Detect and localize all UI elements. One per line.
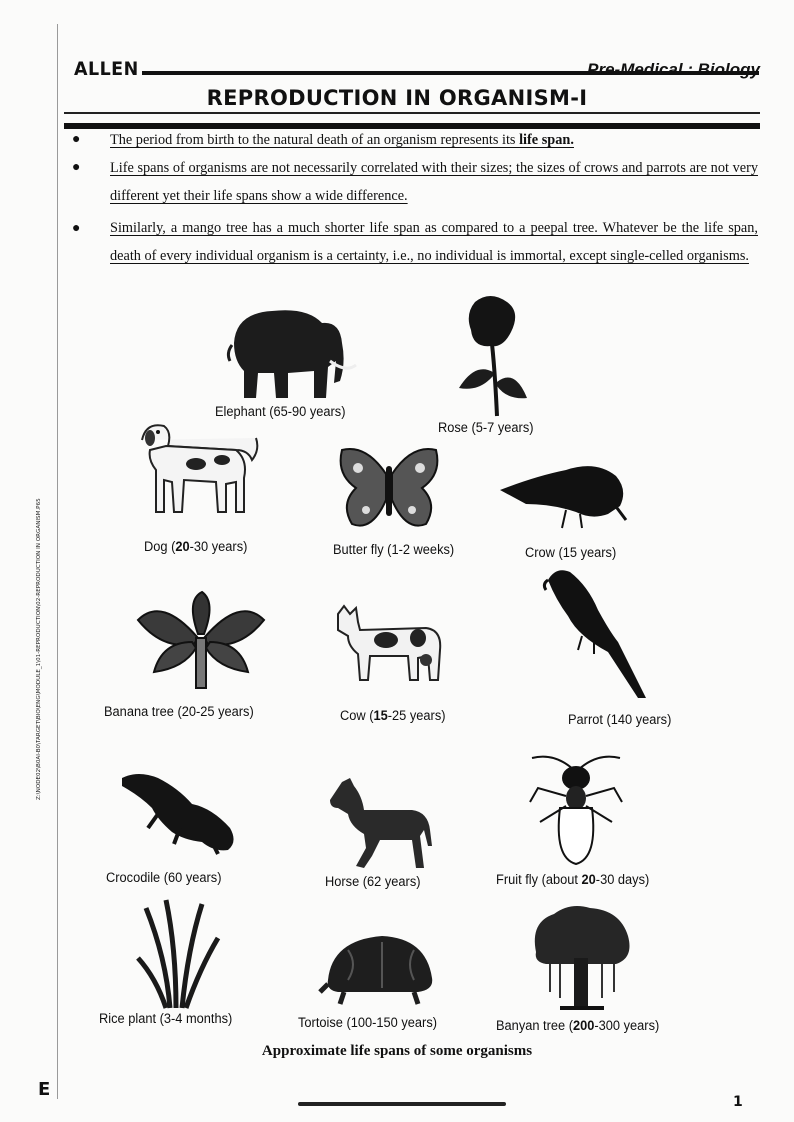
page-number: 1 [733, 1094, 743, 1110]
footer-bar [298, 1102, 506, 1106]
tortoise-label: Tortoise (100-150 years) [298, 1015, 438, 1030]
bullet-icon: ● [72, 132, 81, 147]
page-title: REPRODUCTION IN ORGANISM-I [206, 86, 588, 110]
rose-image [445, 292, 535, 418]
elephant-label: Elephant (65-90 years) [215, 404, 346, 419]
banyan-tree-label: Banyan tree (200-300 years) [496, 1018, 660, 1033]
bullet-icon: ● [72, 160, 81, 175]
fruit-fly-label: Fruit fly (about 20-30 days) [496, 872, 650, 887]
dog-label: Dog (20-30 years) [144, 539, 248, 554]
butterfly-image [336, 444, 442, 536]
file-path-text: Z:\NODE02\B0AI-B0\TARGET\BIO\ENG\MODULE_1\01-REPRODUCTION\02-REPRODUCTION IN ORGANISM.P65 [36, 498, 42, 800]
butterfly-label: Butter fly (1-2 weeks) [333, 542, 455, 557]
horse-label: Horse (62 years) [325, 874, 421, 889]
fruit-fly-image [526, 748, 626, 868]
rice-plant-label: Rice plant (3-4 months) [99, 1011, 233, 1026]
crow-label: Crow (15 years) [525, 545, 617, 560]
crocodile-label: Crocodile (60 years) [106, 870, 222, 885]
cow-image [330, 600, 446, 684]
bullet-paragraph: Similarly, a mango tree has a much shorter life span as compared to a peepal tree. Whatever be the life span, death of every individual organism is a certainty, i.e., no individual is immortal, except single-celled organisms. [110, 220, 758, 264]
bullet-paragraph: Life spans of organisms are not necessarily correlated with their sizes; the sizes of crows and parrots are not very different yet their life spans show a wide difference. [110, 160, 758, 204]
rice-plant-image [136, 898, 222, 1010]
bullet-icon: ● [72, 221, 81, 236]
parrot-image [538, 566, 648, 700]
horse-image [324, 776, 436, 872]
title-rule [64, 112, 760, 114]
margin-line [57, 24, 58, 1099]
banana-tree-image [132, 590, 270, 690]
brand-logo: ALLEN [74, 58, 139, 80]
parrot-label: Parrot (140 years) [568, 712, 672, 727]
tortoise-image [318, 930, 440, 1006]
bullet-paragraph: The period from birth to the natural death of an organism represents its life span. [110, 132, 574, 148]
crow-image [496, 456, 628, 532]
rose-label: Rose (5-7 years) [438, 420, 534, 435]
banyan-tree-image [530, 902, 634, 1012]
course-label: Pre-Medical : Biology [587, 60, 760, 79]
elephant-image [222, 303, 362, 403]
section-letter: E [38, 1079, 51, 1100]
figure-caption: Approximate life spans of some organisms [261, 1043, 533, 1059]
crocodile-image [118, 768, 240, 858]
dog-image [136, 420, 262, 520]
banana-tree-label: Banana tree (20-25 years) [104, 704, 254, 719]
cow-label: Cow (15-25 years) [340, 708, 446, 723]
